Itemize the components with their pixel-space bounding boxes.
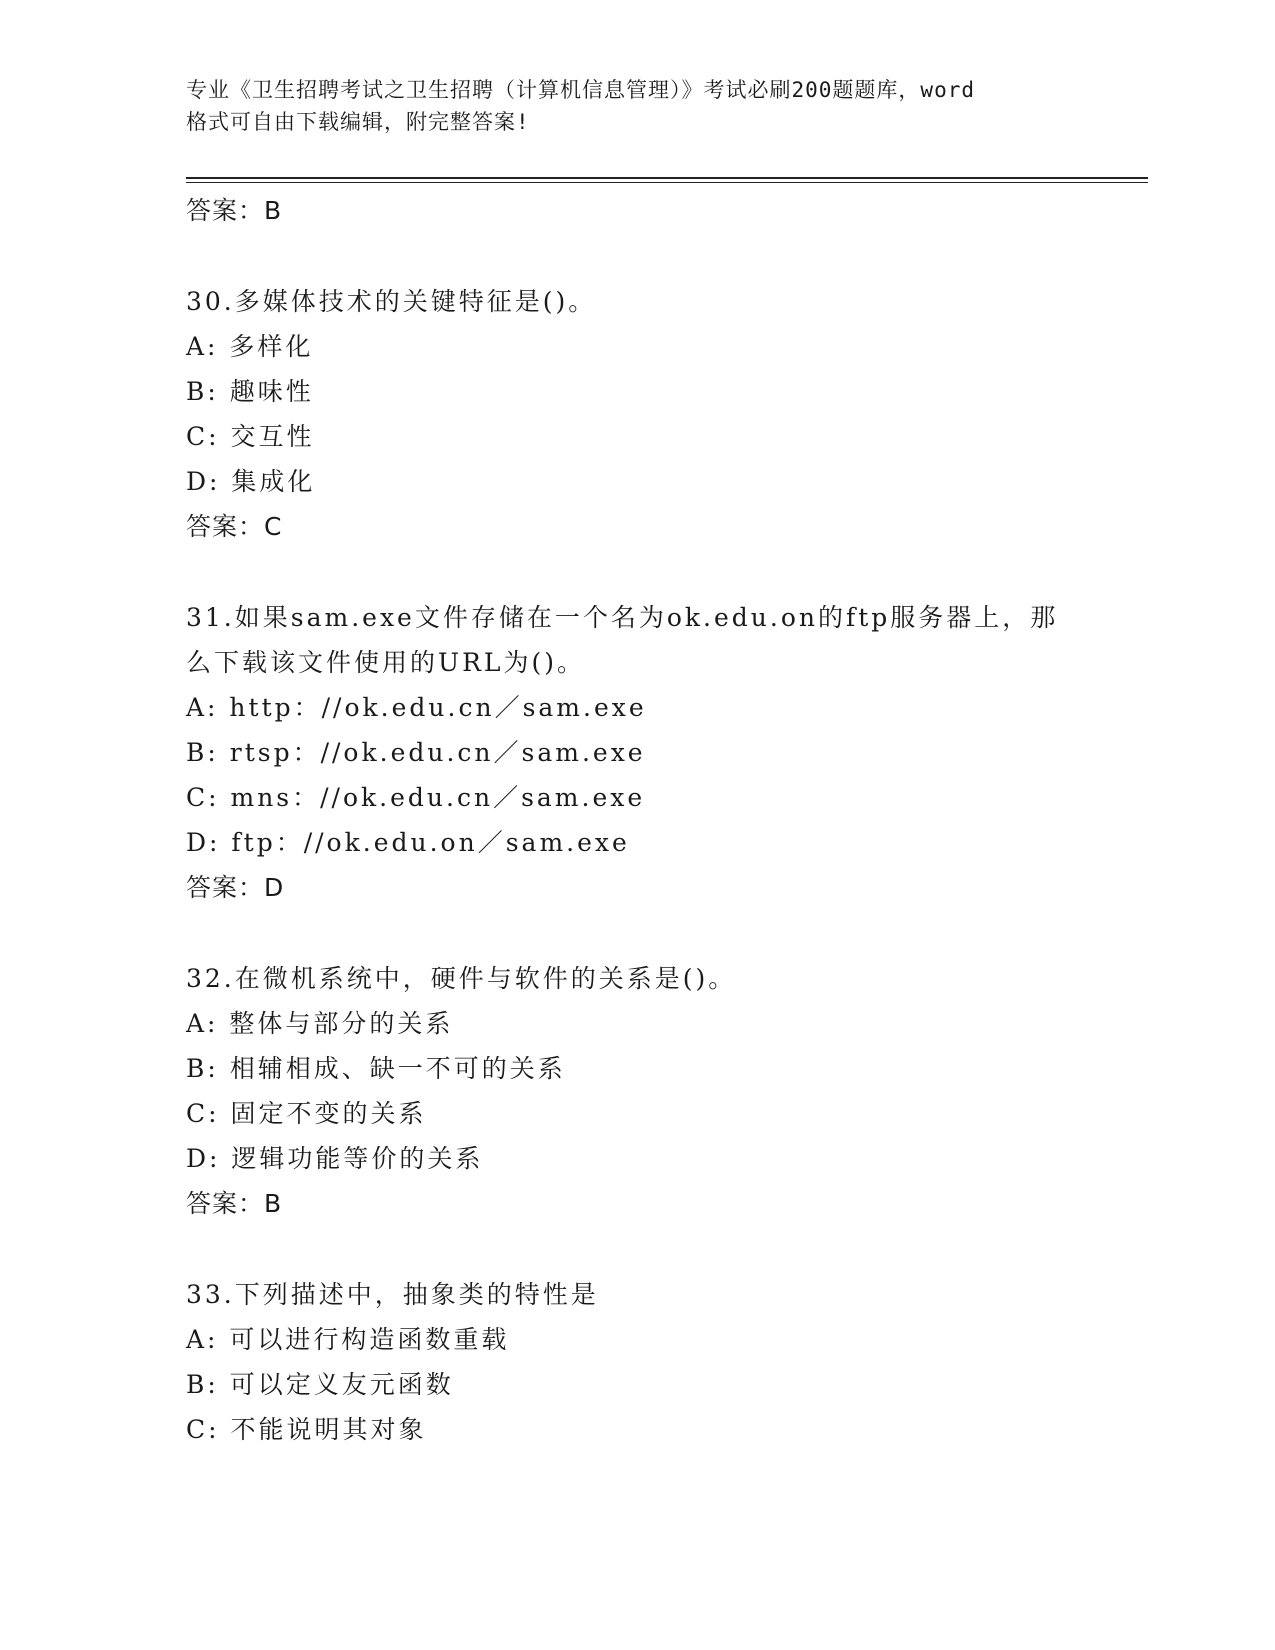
option-b: B: 可以定义友元函数 — [186, 1370, 454, 1399]
option-b: B: 趣味性 — [186, 377, 314, 406]
option-d: D: ftp：//ok.edu.on／sam.exe — [186, 828, 630, 857]
option-c: C: 固定不变的关系 — [186, 1099, 427, 1128]
spacer — [186, 910, 1086, 956]
question-stem-continued: 么下载该文件使用的URL为()。 — [186, 648, 586, 677]
question-list — [186, 188, 1086, 1452]
option-b: B: rtsp：//ok.edu.cn／sam.exe — [186, 738, 646, 767]
option-a: A: 可以进行构造函数重载 — [186, 1325, 510, 1354]
question-stem: 30.多媒体技术的关键特征是()。 — [186, 287, 597, 316]
answer-line: 答案：B — [186, 196, 283, 225]
header-rule-thick — [186, 177, 1148, 179]
option-b: B: 相辅相成、缺一不可的关系 — [186, 1054, 566, 1083]
spacer — [186, 1226, 1086, 1272]
option-a: A: 多样化 — [186, 332, 314, 361]
option-a: A: 整体与部分的关系 — [186, 1009, 454, 1038]
question-block — [186, 956, 1086, 1226]
answer-line: 答案：C — [186, 512, 283, 541]
header-line-1: 专业《卫生招聘考试之卫生招聘（计算机信息管理）》考试必刷200题题库，word — [186, 78, 975, 102]
question-block — [186, 595, 1086, 910]
header-rule-thin — [186, 182, 1148, 183]
option-c: C: mns：//ok.edu.cn／sam.exe — [186, 783, 646, 812]
answer-line: 答案：D — [186, 873, 285, 902]
question-stem: 31.如果sam.exe文件存储在一个名为ok.edu.on的ftp服务器上，那 — [186, 603, 1059, 632]
question-stem: 32.在微机系统中，硬件与软件的关系是()。 — [186, 964, 737, 993]
question-block — [186, 279, 1086, 549]
spacer — [186, 233, 1086, 279]
option-c: C: 不能说明其对象 — [186, 1415, 427, 1444]
document-header — [186, 74, 1106, 138]
option-a: A: http：//ok.edu.cn／sam.exe — [186, 693, 647, 722]
header-line-2: 格式可自由下载编辑，附完整答案! — [186, 110, 530, 134]
question-block — [186, 1272, 1086, 1452]
question-stem: 33.下列描述中，抽象类的特性是 — [186, 1280, 599, 1309]
spacer — [186, 549, 1086, 595]
option-d: D: 逻辑功能等价的关系 — [186, 1144, 484, 1173]
option-d: D: 集成化 — [186, 467, 316, 496]
answer-line: 答案：B — [186, 1189, 283, 1218]
option-c: C: 交互性 — [186, 422, 315, 451]
